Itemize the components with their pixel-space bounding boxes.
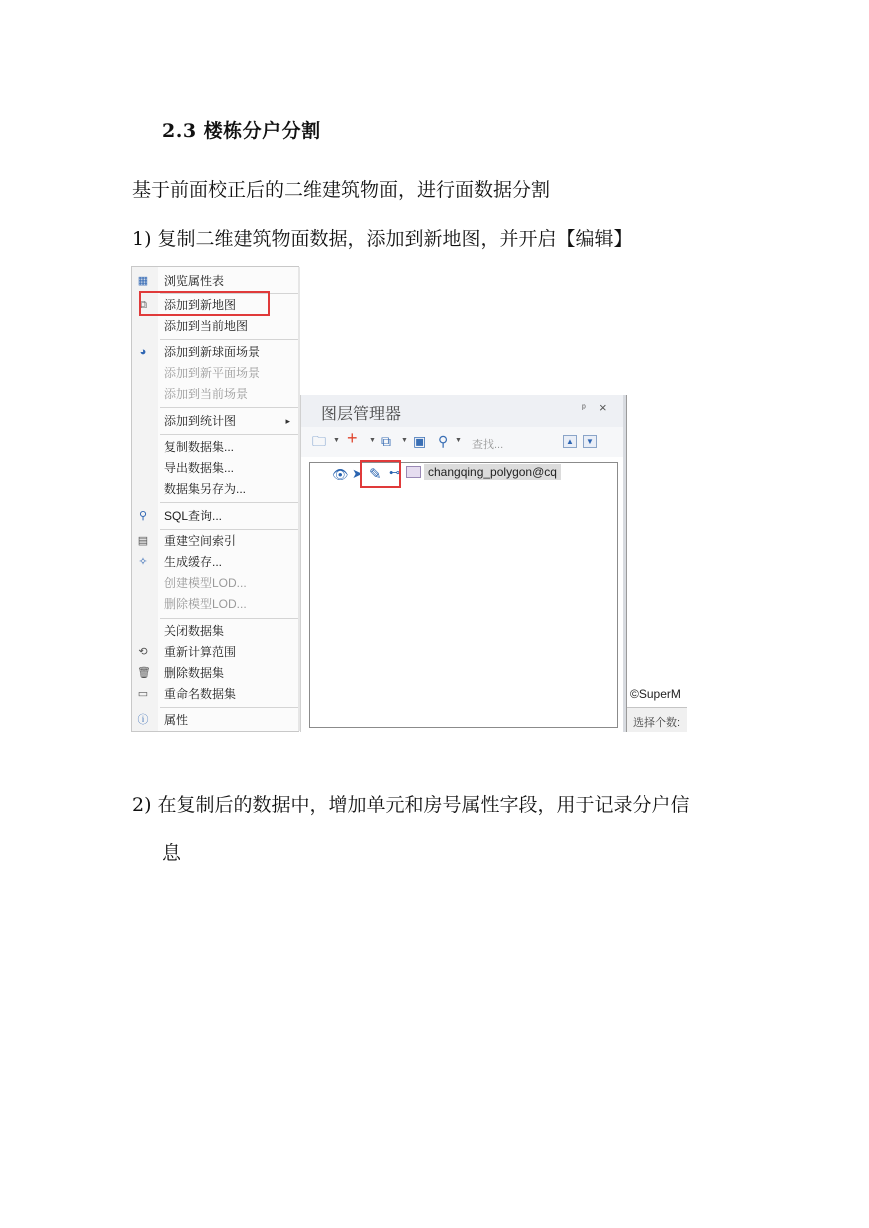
chevron-down-icon[interactable]: ▼	[455, 437, 462, 444]
menu-separator	[160, 529, 298, 530]
menu-item-generate-cache[interactable]: ✧ 生成缓存...	[138, 555, 223, 569]
index-icon: ▤	[137, 535, 149, 547]
menu-item-add-to-new-flat-scene[interactable]: 添加到新平面场景	[164, 366, 261, 380]
move-up-icon[interactable]: ▲	[563, 435, 577, 448]
menu-separator	[160, 434, 298, 435]
menu-separator	[160, 407, 298, 408]
info-icon: ⓘ	[137, 714, 149, 726]
menu-item-delete-dataset[interactable]: 🗑︎ 删除数据集	[137, 666, 225, 680]
polygon-dataset-icon	[406, 466, 421, 478]
step-2-text-line-1: 2) 在复制后的数据中，增加单元和房号属性字段，用于记录分户信	[132, 794, 690, 816]
new-layer-group-icon[interactable]: 🗀︎	[312, 433, 326, 449]
editable-pencil-icon[interactable]: ✎	[369, 466, 382, 483]
globe-icon: ◕	[139, 346, 147, 358]
map-window-fragment	[626, 395, 687, 732]
panel-titlebar	[301, 395, 623, 427]
add-layer-icon[interactable]: +	[347, 428, 358, 448]
menu-separator	[160, 707, 298, 708]
layer-copy-icon[interactable]: ⧉	[381, 433, 391, 449]
menu-item-export-dataset[interactable]: 导出数据集...	[164, 461, 235, 475]
map-add-icon: ⧉	[139, 299, 147, 311]
intro-paragraph: 基于前面校正后的二维建筑物面，进行面数据分割	[132, 179, 551, 201]
menu-item-save-dataset-as[interactable]: 数据集另存为...	[164, 482, 247, 496]
pin-icon[interactable]: ᵖ	[582, 403, 586, 414]
menu-item-browse-attributes[interactable]: ▦ 浏览属性表	[137, 274, 225, 288]
layer-properties-icon[interactable]: ▣	[413, 433, 427, 449]
menu-item-copy-dataset[interactable]: 复制数据集...	[164, 440, 235, 454]
map-border	[626, 395, 627, 732]
highlight-box-edit-toggle	[360, 460, 401, 488]
menu-item-add-to-new-map[interactable]: ⧉ 添加到新地图	[132, 295, 298, 315]
status-bar	[627, 707, 687, 732]
menu-separator	[160, 618, 298, 619]
selectable-arrow-icon[interactable]: ➤	[352, 466, 363, 481]
menu-item-close-dataset[interactable]: 关闭数据集	[164, 624, 225, 638]
selection-count-label: 选择个数:	[633, 717, 681, 729]
submenu-arrow-icon: ▸	[285, 416, 290, 426]
menu-item-add-to-current-map[interactable]: 添加到当前地图	[164, 319, 249, 333]
dataset-context-menu	[131, 266, 299, 732]
menu-item-properties[interactable]: ⓘ 属性	[137, 713, 189, 727]
recalc-icon: ⟲	[138, 646, 148, 658]
move-down-icon[interactable]: ▼	[583, 435, 597, 448]
snap-icon[interactable]: ⊷	[389, 467, 400, 479]
map-copyright: ©SuperM	[630, 687, 681, 701]
table-icon: ▦	[137, 275, 149, 287]
highlight-box-add-to-new-map	[139, 291, 270, 316]
menu-item-add-to-new-globe-scene[interactable]: ◕ 添加到新球面场景	[132, 342, 298, 362]
layer-manager-panel	[300, 395, 623, 732]
search-icon[interactable]: ⚲	[438, 433, 449, 449]
chevron-down-icon[interactable]: ▼	[333, 437, 340, 444]
chevron-down-icon[interactable]: ▼	[369, 437, 376, 444]
step-2-text-line-2: 息	[162, 842, 182, 864]
search-input[interactable]: 查找...	[472, 439, 504, 451]
menu-separator	[160, 339, 298, 340]
close-icon[interactable]: ×	[599, 400, 607, 415]
menu-separator	[160, 502, 298, 503]
cache-icon: ✧	[138, 556, 148, 568]
panel-title: 图层管理器	[321, 406, 402, 423]
menu-item-sql-query[interactable]: ⚲ SQL查询...	[138, 509, 223, 523]
layer-tree	[309, 462, 618, 728]
step-1-text: 1) 复制二维建筑物面数据，添加到新地图，并开启【编辑】	[132, 228, 633, 250]
search-icon: ⚲	[138, 510, 148, 522]
menu-item-recalculate-bounds[interactable]: ⟲ 重新计算范围	[138, 645, 237, 659]
trash-icon: 🗑︎	[137, 667, 151, 679]
panel-toolbar	[301, 427, 623, 457]
menu-item-add-to-current-scene[interactable]: 添加到当前场景	[164, 387, 249, 401]
layer-name-label[interactable]: changqing_polygon@cq	[424, 464, 561, 480]
section-heading: 2.3 楼栋分户分割	[162, 120, 321, 142]
rename-icon: ▭	[137, 688, 149, 700]
menu-item-rename-dataset[interactable]: ▭ 重命名数据集	[137, 687, 237, 701]
menu-item-create-model-lod[interactable]: 创建模型LOD...	[164, 576, 247, 590]
menu-item-delete-model-lod[interactable]: 删除模型LOD...	[164, 597, 247, 611]
menu-item-add-to-chart[interactable]: 添加到统计图 ▸	[132, 411, 298, 431]
chevron-down-icon[interactable]: ▼	[401, 437, 408, 444]
menu-item-rebuild-spatial-index[interactable]: ▤ 重建空间索引	[137, 534, 237, 548]
visibility-eye-icon[interactable]: 👁︎	[332, 467, 349, 482]
